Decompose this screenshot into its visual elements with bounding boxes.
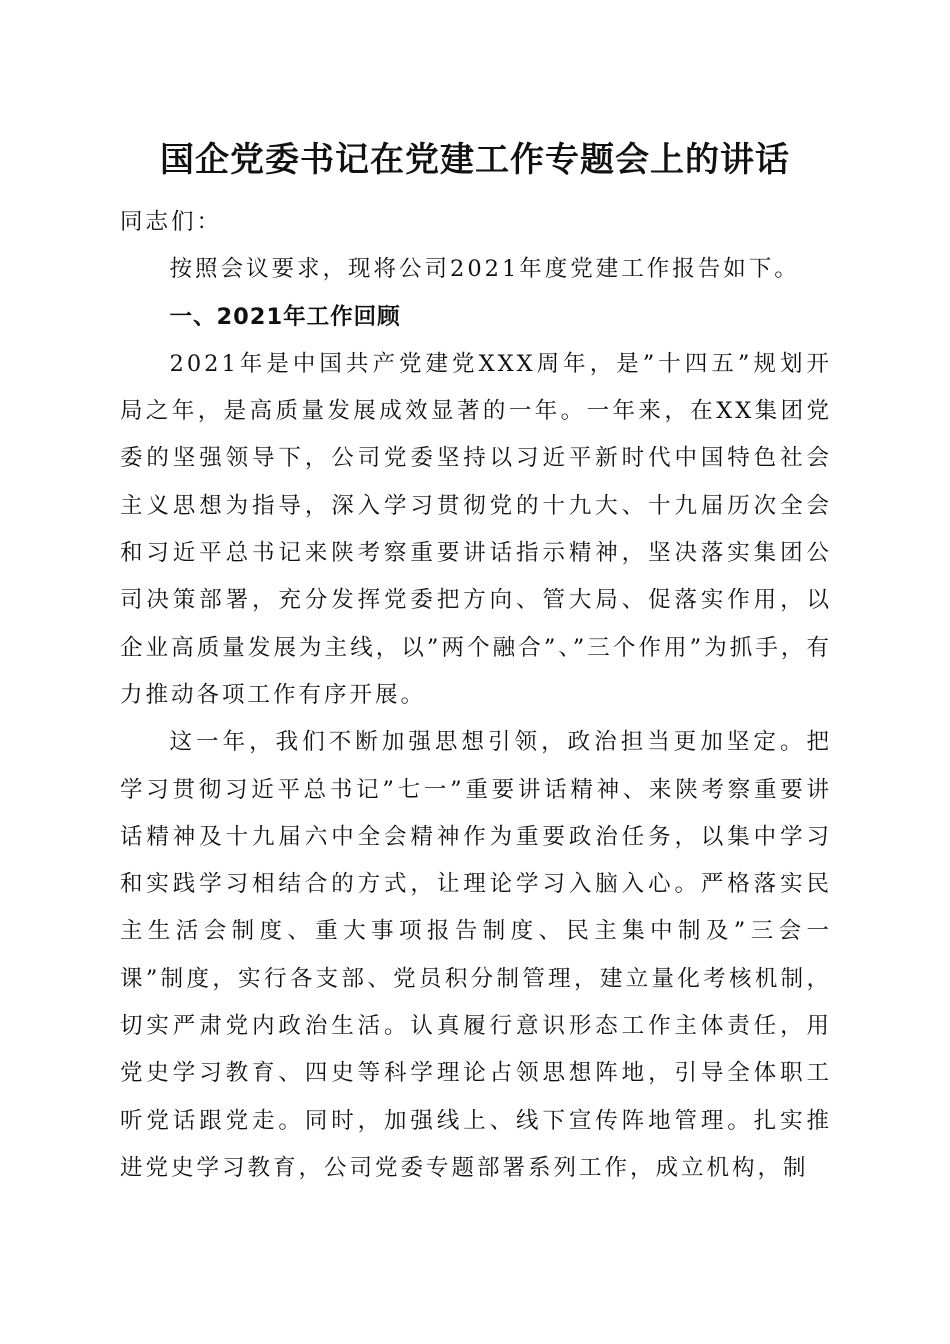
body-paragraph-2: 这一年，我们不断加强思想引领，政治担当更加坚定。把学习贯彻习近平总书记”七一”重要讲话精神、来陕考察重要讲话精神及十九届六中全会精神作为重要政治任务，以集中学习和实践学习相结合的方式，让理论学习入脑入心。严格落实民主生活会制度、重大事项报告制度、民主集中制及”三会一课”制度，实行各支部、党员积分制管理，建立量化考核机制，切实严肃党内政治生活。认真履行意识形态工作主体责任，用党史学习教育、四史等科学理论占领思想阵地，引导全体职工听党话跟党走。同时，加强线上、线下宣传阵地管理。扎实推进党史学习教育，公司党委专题部署系列工作，成立机构，制	[120, 729, 832, 1181]
document-body	[120, 199, 832, 1192]
document-title: 国企党委书记在党建工作专题会上的讲话	[160, 140, 790, 180]
salutation: 同志们：	[120, 209, 223, 235]
section-heading: 一、2021年工作回顾	[169, 303, 401, 330]
intro-paragraph: 按照会议要求，现将公司2021年度党建工作报告如下。	[169, 256, 800, 283]
body-paragraph-1: 2021年是中国共产党建党XXX周年，是”十四五”规划开局之年，是高质量发展成效显著的一年。一年来，在XX集团党委的坚强领导下，公司党委坚持以习近平新时代中国特色社会主义思想为指导，深入学习贯彻党的十九大、十九届历次全会和习近平总书记来陕考察重要讲话指示精神，坚决落实集团公司决策部署，充分发挥党委把方向、管大局、促落实作用，以企业高质量发展为主线，以”两个融合”、”三个作用”为抓手，有力推动各项工作有序开展。	[120, 350, 832, 708]
